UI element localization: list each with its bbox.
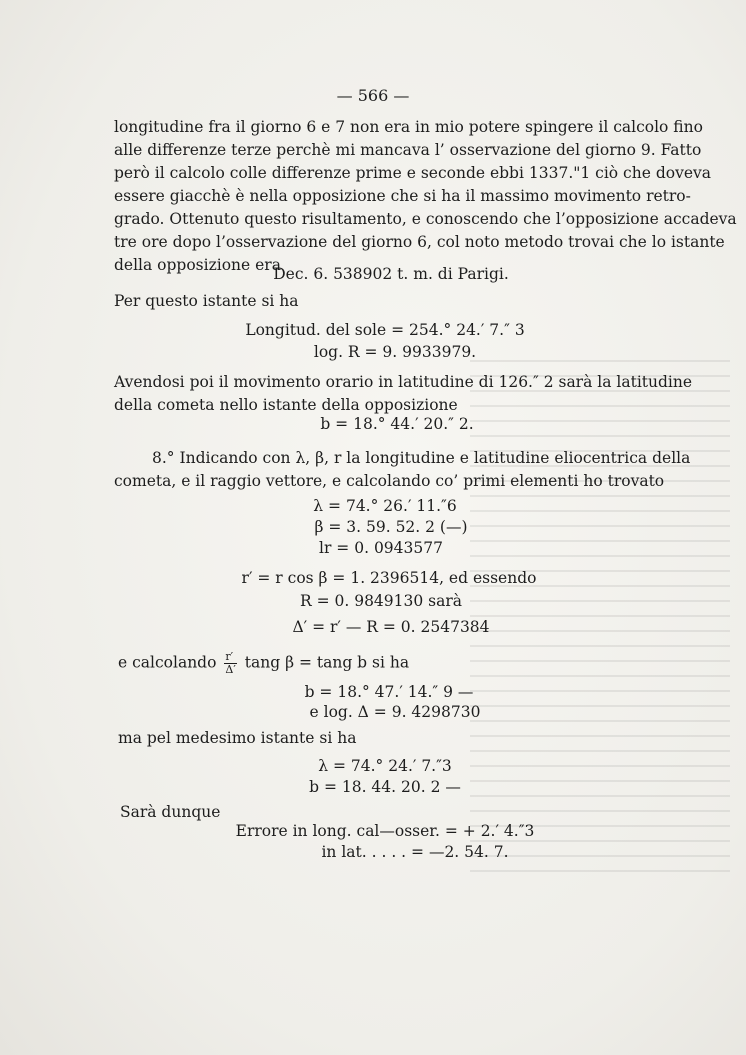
latitude-equation: b = 18.° 44.′ 20.″ 2. bbox=[320, 415, 474, 433]
latitude-error-equation: in lat. . . . . = —2. 54. 7. bbox=[321, 843, 509, 861]
observed-lambda-equation: λ = 74.° 24.′ 7.″3 bbox=[318, 757, 452, 775]
beta-equation: β = 3. 59. 52. 2 (—) bbox=[314, 518, 468, 536]
fraction-denominator: Δ′ bbox=[225, 663, 236, 676]
calculation-intro: e calcolando bbox=[118, 653, 217, 672]
r-prime-equation: r′ = r cos β = 1. 2396514, ed essendo bbox=[241, 569, 537, 587]
r-value-equation: R = 0. 9849130 sarà bbox=[299, 592, 463, 610]
fraction-numerator: r′ bbox=[224, 651, 236, 664]
observed-b-equation: b = 18. 44. 20. 2 — bbox=[309, 778, 461, 796]
text-line-9: Per questo istante si ha bbox=[114, 292, 299, 310]
text-line-5: grado. Ottenuto questo risultamento, e conoscendo che l’opposizione accadeva bbox=[114, 210, 737, 228]
r-over-delta-fraction bbox=[224, 651, 236, 676]
text-line-13: della cometa nello istante della opposizione bbox=[114, 396, 458, 414]
computed-b-equation: b = 18.° 47.′ 14.″ 9 — bbox=[304, 683, 474, 701]
sun-longitude-equation: Longitud. del sole = 254.° 24.′ 7.″ 3 bbox=[245, 321, 525, 339]
text-line-30: Sarà dunque bbox=[120, 803, 221, 821]
opposition-date: Dec. 6. 538902 t. m. di Parigi. bbox=[273, 265, 509, 283]
text-line-16: cometa, e il raggio vettore, e calcolando co’ primi elementi ho trovato bbox=[114, 472, 665, 490]
text-line-3: però il calcolo colle differenze prime e seconde ebbi 1337."1 ciò che doveva bbox=[114, 164, 711, 182]
log-r-vector-equation: lr = 0. 0943577 bbox=[319, 539, 443, 557]
text-line-15: 8.° Indicando con λ, β, r la longitudine e latitudine eliocentrica della bbox=[152, 449, 691, 467]
text-line-7: della opposizione era bbox=[114, 256, 281, 274]
text-line-27: ma pel medesimo istante si ha bbox=[118, 729, 357, 747]
tang-equation: tang β = tang b si ha bbox=[244, 653, 410, 672]
text-line-12: Avendosi poi il movimento orario in latitudine di 126.″ 2 sarà la latitudine bbox=[114, 373, 693, 391]
delta-prime-equation: Δ′ = r′ — R = 0. 2547384 bbox=[292, 618, 490, 636]
text-line-2: alle differenze terze perchè mi mancava l’ osservazione del giorno 9. Fatto bbox=[114, 141, 702, 159]
text-line-6: tre ore dopo l’osservazione del giorno 6, col noto metodo trovai che lo istante bbox=[114, 233, 725, 251]
page-number: — 566 — bbox=[336, 86, 410, 105]
calculation-line bbox=[118, 651, 438, 676]
lambda-equation: λ = 74.° 26.′ 11.″6 bbox=[313, 497, 457, 515]
longitude-error-equation: Errore in long. cal—osser. = + 2.′ 4.″3 bbox=[235, 822, 535, 840]
text-line-4: essere giacchè è nella opposizione che si ha il massimo movimento retro- bbox=[114, 187, 691, 205]
log-delta-equation: e log. Δ = 9. 4298730 bbox=[309, 703, 481, 721]
log-r-equation: log. R = 9. 9933979. bbox=[313, 343, 477, 361]
text-line-1: longitudine fra il giorno 6 e 7 non era in mio potere spingere il calcolo fino bbox=[114, 118, 703, 136]
